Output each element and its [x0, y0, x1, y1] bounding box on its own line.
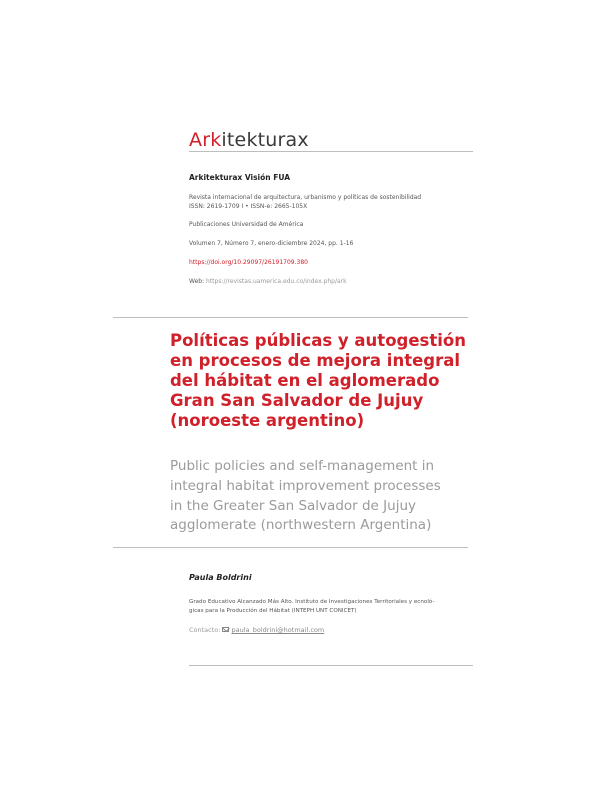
title-spanish	[170, 331, 470, 431]
title-es-line: del hábitat en el aglomerado	[170, 371, 440, 390]
title-en-line: in the Greater San Salvador de Jujuy	[170, 497, 416, 514]
footer-divider	[189, 665, 473, 666]
doi-link[interactable]: https://doi.org/10.29097/26191709.380	[189, 259, 308, 266]
affiliation-line: Grado Educativo Alcanzado Más Alto. Instituto de Investigaciones Territoriales y ecnoló-	[189, 599, 435, 605]
journal-name: Arkitekturax Visión FUA	[189, 173, 291, 182]
web-link[interactable]: https://revistas.uamerica.edu.co/index.php/ark	[206, 278, 347, 285]
contact-label: Contacto:	[189, 626, 221, 634]
title-en-line: Public policies and self-management in	[170, 458, 435, 474]
journal-volume: Volumen 7, Número 7, enero-diciembre 2024, pp. 1-16	[189, 240, 354, 247]
journal-description: Revista internacional de arquitectura, urbanismo y políticas de sostenibilidad	[189, 194, 422, 201]
affiliation-line: gicas para la Producción del Hábitat (INTEPH UNT CONICET)	[189, 608, 357, 614]
title-en-line: agglomerate (northwestern Argentina)	[170, 517, 432, 534]
web-line	[189, 278, 347, 287]
author-email-link[interactable]: paula_boldrini@hotmail.com	[231, 626, 325, 634]
journal-publisher: Publicaciones Universidad de América	[189, 221, 304, 228]
header-divider	[189, 151, 473, 152]
journal-logo: Arkitekturax	[189, 129, 309, 151]
envelope-icon	[222, 627, 229, 632]
journal-issn: ISSN: 2619-1709 I • ISSN-e: 2665-105X	[189, 203, 308, 210]
title-es-line: Políticas públicas y autogestión	[170, 331, 466, 350]
title-es-line: en procesos de mejora integral	[170, 351, 461, 370]
title-es-line: (noroeste argentino)	[170, 411, 365, 430]
author-contact	[189, 626, 324, 634]
title-divider-top	[113, 317, 468, 318]
author-affiliation	[189, 598, 434, 616]
web-label: Web:	[189, 278, 205, 285]
author-name: Paula Boldrini	[189, 573, 252, 582]
title-english	[170, 457, 470, 536]
title-divider-bottom	[113, 547, 468, 548]
title-es-line: Gran San Salvador de Jujuy	[170, 391, 424, 410]
title-en-line: integral habitat improvement processes	[170, 477, 441, 494]
